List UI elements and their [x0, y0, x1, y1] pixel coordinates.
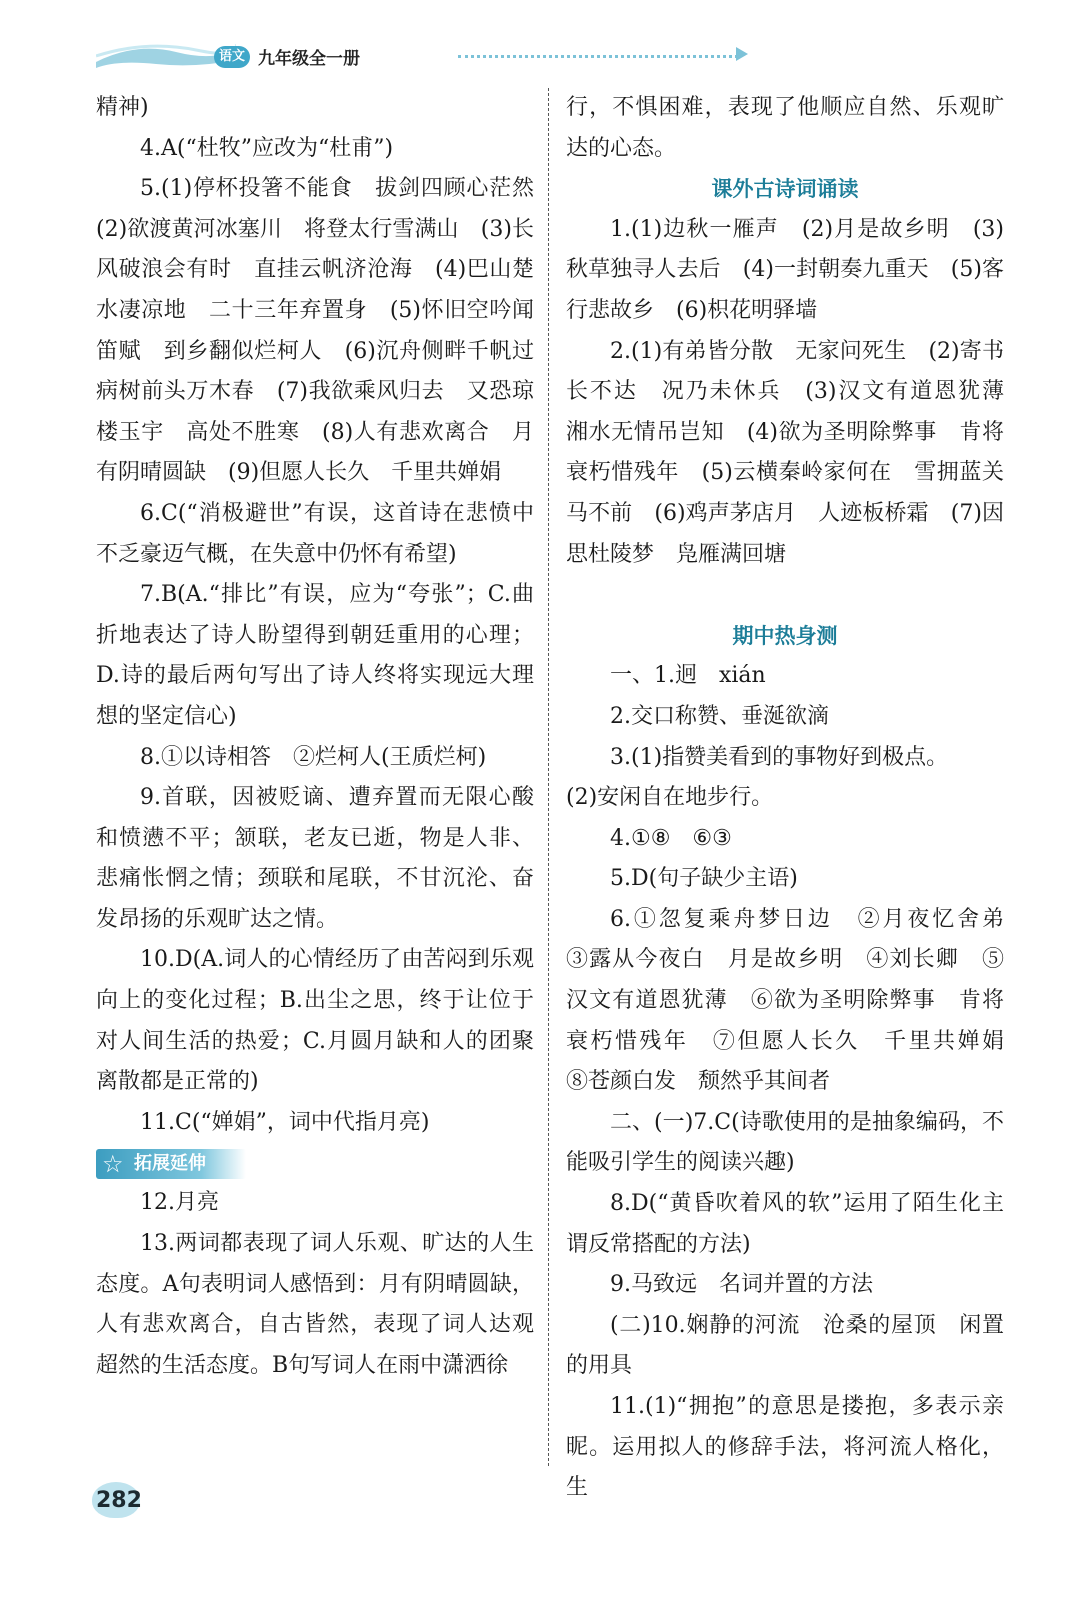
- page-number: 282: [96, 1488, 142, 1513]
- answer-item: 3.(1)指赞美看到的事物好到极点。: [610, 744, 949, 770]
- answer-continuation: 行，不惧困难，表现了他顺应自然、乐观旷达的心态。: [566, 95, 1004, 161]
- answer-item: 11.(1)“拥抱”的意思是搂抱，多表示亲昵。运用拟人的修辞手法，将河流人格化，生: [566, 1394, 1004, 1501]
- answer-item: (二)10.娴静的河流 沧桑的屋顶 闲置的用具: [566, 1312, 1004, 1379]
- answer-item-4: 4.A(“杜牧”应改为“杜甫”): [140, 135, 394, 161]
- section-title-midterm: 期中热身测: [732, 622, 838, 648]
- left-column: [96, 88, 557, 1386]
- answer-item: 9.马致远 名词并置的方法: [610, 1272, 873, 1298]
- subject-badge: 语文: [214, 46, 250, 68]
- answer-item: 1.(1)边秋一雁声 (2)月是故乡明 (3)秋草独寻人去后 (4)一封朝奏九重天 (5)客行悲故乡 (6)枳花明驿墙: [566, 216, 1004, 323]
- answer-item: 6.①忽复乘舟梦日边 ②月夜忆舍弟 ③露从今夜白 月是故乡明 ④刘长卿 ⑤汉文有道恩犹薄 ⑥欲为圣明除弊事 肯将衰朽惜残年 ⑦但愿人长久 千里共婵娟 ⑧苍颜白发 颓然乎其间者: [566, 906, 1027, 1095]
- section-title-extra-poems: 课外古诗词诵读: [711, 176, 859, 202]
- page-footer: [92, 1478, 152, 1522]
- answer-item: (2)安闲自在地步行。: [566, 785, 774, 811]
- answer-item: 5.D(句子缺少主语): [610, 866, 798, 892]
- answer-item-12: 12.月亮: [140, 1190, 219, 1216]
- header-dotted-line: [458, 55, 738, 58]
- answer-item-13: 13.两词都表现了词人乐观、旷达的人生态度。A句表明词人感悟到：月有阴晴圆缺，人有悲欢离合，自古皆然，表现了词人达观超然的生活态度。B句写词人在雨中潇洒徐: [96, 1231, 534, 1378]
- answer-item-11: 11.C(“婵娟”，词中代指月亮): [140, 1109, 430, 1135]
- page-header: [0, 0, 1082, 90]
- answer-item-7: 7.B(A.“排比”有误，应为“夸张”；C.曲折地表达了诗人盼望得到朝廷重用的心理；D.诗的最后两句写出了诗人终将实现远大理想的坚定信心): [96, 582, 534, 729]
- answer-line: 精神): [96, 95, 149, 120]
- arrow-icon: [736, 47, 748, 61]
- answer-item: 2.(1)有弟皆分散 无家问死生 (2)寄书长不达 况乃未休兵 (3)汉文有道恩犹薄 湘水无情吊岂知 (4)欲为圣明除弊事 肯将衰朽惜残年 (5)云横秦岭家何在 雪拥蓝关马不前 (6)鸡声茅店月 人迹板桥霜 (7)因思杜陵梦 凫雁满回塘: [566, 338, 1027, 567]
- grade-label: 九年级全一册: [258, 49, 360, 69]
- star-icon: ☆: [102, 1150, 124, 1179]
- spacer: [566, 575, 1004, 616]
- answer-item: 2.交口称赞、垂涎欲滴: [610, 703, 829, 729]
- answer-item-5: 5.(1)停杯投箸不能食 拔剑四顾心茫然 (2)欲渡黄河冰塞川 将登太行雪满山 (3)长风破浪会有时 直挂云帆济沧海 (4)巴山楚水凄凉地 二十三年弃置身 (5)怀旧空吟闻笛赋 到乡翻似烂柯人 (6)沉舟侧畔千帆过 病树前头万木春 (7)我欲乘风归去 又恐琼楼玉宇 高处不胜寒 (8)人有悲欢离合 月有阴晴圆缺 (9)但愿人长久 千里共婵娟: [96, 176, 557, 486]
- answer-item-6: 6.C(“消极避世”有误，这首诗在悲愤中不乏豪迈气概，在失意中仍怀有希望): [96, 500, 534, 567]
- answer-item-9: 9.首联，因被贬谪、遭弃置而无限心酸和愤懑不平；颔联，老友已逝，物是人非、悲痛怅惘之情；颈联和尾联，不甘沉沦、奋发昂扬的乐观旷达之情。: [96, 785, 534, 932]
- answer-item: 8.D(“黄昏吹着风的软”运用了陌生化主谓反常搭配的方法): [566, 1191, 1004, 1257]
- extension-section-banner: [96, 1149, 246, 1179]
- answer-item-10: 10.D(A.词人的心情经历了由苦闷到乐观向上的变化过程；B.出尘之思，终于让位于对人间生活的热爱；C.月圆月缺和人的团聚离散都是正常的): [96, 947, 534, 1095]
- answer-item: 二、(一)7.C(诗歌使用的是抽象编码，不能吸引学生的阅读兴趣): [566, 1109, 1004, 1176]
- right-column: [566, 88, 1027, 1509]
- answer-item-8: 8.①以诗相答 ②烂柯人(王质烂柯): [140, 744, 487, 770]
- column-divider: [548, 88, 549, 1466]
- answer-item: 4.①⑧ ⑥③: [610, 825, 732, 851]
- answer-item: 一、1.迥 xián: [610, 663, 766, 689]
- extension-label: 拓展延伸: [134, 1153, 206, 1175]
